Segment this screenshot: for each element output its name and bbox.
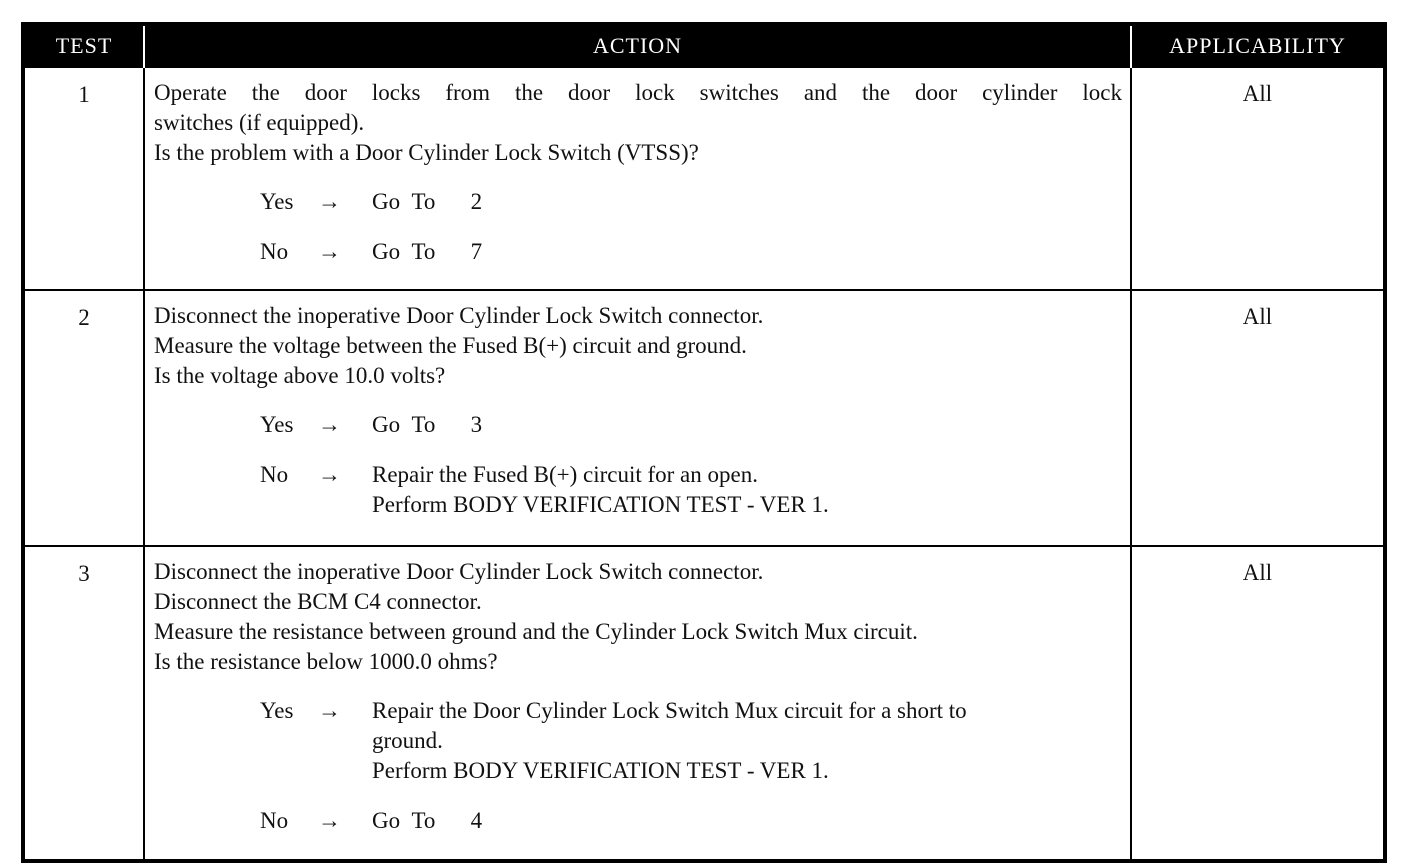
- no-result: [372, 806, 1122, 836]
- applicability-value: All: [1131, 546, 1385, 861]
- arrow-icon: →: [318, 462, 341, 487]
- table-row: [23, 546, 1385, 861]
- header-applicability: APPLICABILITY: [1131, 24, 1385, 67]
- result-line: Perform BODY VERIFICATION TEST - VER 1.: [372, 492, 829, 517]
- no-label: No: [260, 462, 289, 487]
- arrow-icon: →: [318, 412, 341, 437]
- test-number: 1: [23, 67, 144, 290]
- action-text: Measure the voltage between the Fused B(+) circuit and ground.: [154, 333, 747, 358]
- arrow-icon: →: [318, 698, 341, 723]
- no-result: [372, 460, 1122, 520]
- diagnostic-test-table: [21, 22, 1387, 863]
- yes-label: Yes: [260, 698, 294, 723]
- action-cell: [144, 290, 1131, 546]
- result-line: Go To 4: [372, 808, 483, 833]
- result-line: Go To 3: [372, 412, 483, 437]
- arrow-icon: →: [318, 239, 341, 264]
- result-line: Go To 2: [372, 189, 483, 214]
- yes-branch: [260, 187, 1122, 217]
- yes-result: [372, 410, 1122, 440]
- test-number: 3: [23, 546, 144, 861]
- no-branch: [260, 237, 1122, 267]
- yes-branch: [260, 410, 1122, 440]
- table-row: [23, 290, 1385, 546]
- applicability-value: All: [1131, 67, 1385, 290]
- yes-result: [372, 187, 1122, 217]
- header-row: [23, 24, 1385, 67]
- yes-branch: [260, 696, 1122, 786]
- action-cell: [144, 67, 1131, 290]
- header-action: ACTION: [144, 24, 1131, 67]
- applicability-value: All: [1131, 290, 1385, 546]
- yes-label: Yes: [260, 412, 294, 437]
- action-cell: [144, 546, 1131, 861]
- result-line: Repair the Fused B(+) circuit for an open.: [372, 462, 758, 487]
- result-line: Go To 7: [372, 239, 483, 264]
- action-text: Disconnect the inoperative Door Cylinder Lock Switch connector.: [154, 303, 764, 328]
- result-line: ground.: [372, 728, 443, 753]
- action-text: Operate the door locks from the door lock switches and the door cylinder lock: [154, 80, 1122, 105]
- action-text: Disconnect the inoperative Door Cylinder Lock Switch connector.: [154, 559, 764, 584]
- action-text: Is the resistance below 1000.0 ohms?: [154, 649, 498, 674]
- yes-result: [372, 696, 1122, 786]
- action-text: Is the problem with a Door Cylinder Lock Switch (VTSS)?: [154, 140, 699, 165]
- no-label: No: [260, 808, 289, 833]
- result-line: Perform BODY VERIFICATION TEST - VER 1.: [372, 758, 829, 783]
- action-text: switches (if equipped).: [154, 110, 365, 135]
- result-line: Repair the Door Cylinder Lock Switch Mux circuit for a short to: [372, 698, 967, 723]
- no-branch: [260, 460, 1122, 520]
- no-result: [372, 237, 1122, 267]
- action-text: Is the voltage above 10.0 volts?: [154, 363, 446, 388]
- yes-label: Yes: [260, 189, 294, 214]
- no-branch: [260, 806, 1122, 836]
- action-text: Disconnect the BCM C4 connector.: [154, 589, 482, 614]
- test-number: 2: [23, 290, 144, 546]
- table-row: [23, 67, 1385, 290]
- arrow-icon: →: [318, 808, 341, 833]
- arrow-icon: →: [318, 189, 341, 214]
- action-text: Measure the resistance between ground and the Cylinder Lock Switch Mux circuit.: [154, 619, 918, 644]
- no-label: No: [260, 239, 289, 264]
- header-test: TEST: [23, 24, 144, 67]
